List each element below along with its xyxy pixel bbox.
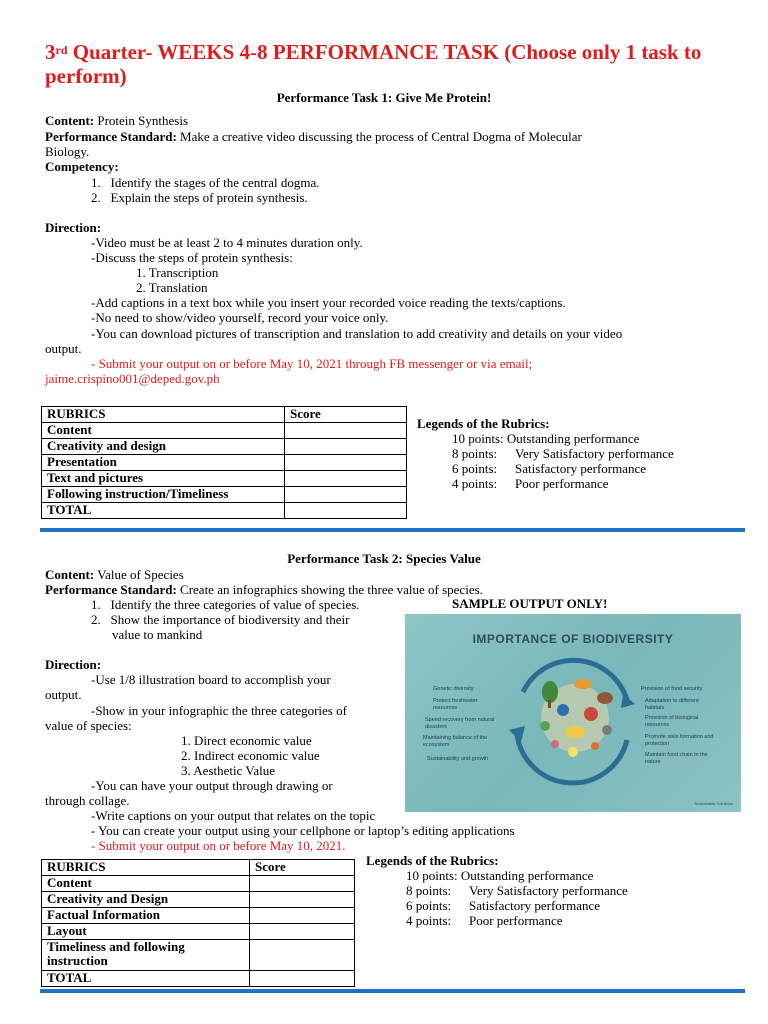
- score-header: Score: [285, 407, 407, 423]
- legend-item: 4 points: Poor performance: [406, 913, 563, 928]
- legend-item: 4 points: Poor performance: [452, 476, 609, 491]
- task1-direction-item: 2. Translation: [136, 280, 208, 295]
- rubric-criterion: Creativity and design: [42, 439, 285, 455]
- task2-competency-item: 1. Identify the three categories of value of species.: [91, 597, 360, 612]
- table-row: [42, 876, 355, 892]
- animal-icon: [597, 692, 613, 704]
- rubrics-header: RUBRICS: [42, 860, 250, 876]
- task1-competency-item: 2. Explain the steps of protein synthesis.: [91, 190, 308, 205]
- table-row: [42, 924, 355, 940]
- score-cell: [250, 971, 355, 987]
- score-cell: [285, 455, 407, 471]
- task2-legend: [366, 853, 628, 928]
- task2-content: Content: Value of Species: [45, 567, 184, 582]
- table-row: [42, 503, 407, 519]
- rubric-criterion: Content: [42, 876, 250, 892]
- task1-heading: Performance Task 1: Give Me Protein!: [276, 90, 492, 105]
- table-row: [42, 439, 407, 455]
- legend-title: Legends of the Rubrics:: [417, 416, 550, 431]
- score-cell: [250, 924, 355, 940]
- table-row: [42, 423, 407, 439]
- left-label: Genetic diversity: [433, 686, 474, 692]
- task2-direction-item: through collage.: [45, 793, 130, 808]
- legend-item: 6 points: Satisfactory performance: [452, 461, 647, 476]
- score-cell: [250, 876, 355, 892]
- task2-direction-item: -Use 1/8 illustration board to accomplish your: [91, 672, 331, 687]
- task2-direction-item: -You can have your output through drawing or: [91, 778, 333, 793]
- bird-icon: [574, 679, 592, 689]
- legend-title: Legends of the Rubrics:: [366, 853, 499, 868]
- crab-icon: [584, 707, 598, 721]
- right-label: Provision of food security: [641, 686, 703, 692]
- sample-output-label: SAMPLE OUTPUT ONLY!: [452, 596, 608, 611]
- task1-direction-label: Direction:: [45, 220, 102, 235]
- left-label: Sustainability and growth: [427, 756, 489, 762]
- task1-email: jaime.crispino001@deped.gov.ph: [45, 371, 220, 386]
- table-row: [42, 892, 355, 908]
- task1-submit: - Submit your output on or before May 10, 2021 through FB messenger or via email;: [91, 356, 533, 371]
- rubric-criterion: Timeliness and following instruction: [42, 940, 250, 971]
- task2-direction-item: 1. Direct economic value: [181, 733, 312, 748]
- score-cell: [250, 892, 355, 908]
- sample-infographic: [405, 614, 741, 812]
- task1-legend: [417, 416, 674, 491]
- rubric-criterion: Following instruction/Timeliness: [42, 487, 285, 503]
- legend-item: 8 points: Very Satisfactory performance: [452, 446, 674, 461]
- fish-icon: [557, 704, 569, 716]
- right-label: Promote soils formation and protection: [645, 734, 714, 747]
- rubric-criterion: TOTAL: [42, 503, 285, 519]
- score-cell: [250, 940, 355, 971]
- right-label: Provision of biological resources: [645, 715, 699, 728]
- fox-icon: [591, 742, 599, 750]
- score-cell: [285, 503, 407, 519]
- rubric-criterion: Text and pictures: [42, 471, 285, 487]
- left-label: Speed recovery from natural disasters: [425, 717, 495, 730]
- infographic-footer: Sustainable Solutions: [694, 801, 733, 806]
- task1-standard: Performance Standard: Make a creative video discussing the process of Central Dogma of Molecular: [45, 129, 582, 144]
- legend-item: 10 points: Outstanding performance: [406, 868, 594, 883]
- infographic-title: IMPORTANCE OF BIODIVERSITY: [472, 632, 674, 646]
- giraffe-icon: [565, 726, 585, 738]
- score-cell: [285, 439, 407, 455]
- task2-direction-item: -Show in your infographic the three categories of: [91, 703, 347, 718]
- biodiversity-illustration: [405, 614, 741, 812]
- task2-direction-item: 2. Indirect economic value: [181, 748, 320, 763]
- table-row: [42, 971, 355, 987]
- score-cell: [285, 487, 407, 503]
- rubric-criterion: Content: [42, 423, 285, 439]
- task1-direction-item: -No need to show/video yourself, record your voice only.: [91, 310, 389, 325]
- tree-trunk: [548, 700, 551, 708]
- table-row: [42, 908, 355, 924]
- section-divider: [40, 989, 745, 993]
- tree-icon: [542, 681, 558, 703]
- frog-icon: [540, 721, 550, 731]
- task2-direction-item: 3. Aesthetic Value: [181, 763, 275, 778]
- score-cell: [285, 423, 407, 439]
- page-title: 3rd Quarter- WEEKS 4-8 PERFORMANCE TASK (Choose only 1 task to perform): [45, 40, 702, 88]
- task2-standard: Performance Standard: Create an infographics showing the three value of species.: [45, 582, 483, 597]
- rubric-criterion: Presentation: [42, 455, 285, 471]
- sun-icon: [568, 747, 578, 757]
- task1-standard-cont: Biology.: [45, 144, 90, 159]
- task1-direction-item: -You can download pictures of transcription and translation to add creativity and details on your video: [91, 326, 623, 341]
- task1-direction-item: -Add captions in a text box while you insert your recorded voice reading the texts/captions.: [91, 295, 566, 310]
- rubric-criterion: Creativity and Design: [42, 892, 250, 908]
- task2-submit: - Submit your output on or before May 10, 2021.: [91, 838, 346, 853]
- legend-item: 10 points: Outstanding performance: [452, 431, 640, 446]
- task2-direction-item: -Write captions on your output that relates on the topic: [91, 808, 376, 823]
- table-row: [42, 940, 355, 971]
- table-row: [42, 860, 355, 876]
- right-label: Adaptation to different habitats: [645, 698, 699, 711]
- table-row: [42, 455, 407, 471]
- task2-competency-item: value to mankind: [112, 627, 203, 642]
- table-row: [42, 407, 407, 423]
- task2-direction-label: Direction:: [45, 657, 102, 672]
- task2-direction-item: output.: [45, 687, 82, 702]
- table-row: [42, 471, 407, 487]
- right-label: Maintain food chain in the nature: [645, 752, 708, 765]
- task1-rubrics-table: [41, 406, 407, 519]
- section-divider: [40, 528, 745, 532]
- task1-direction-item: 1. Transcription: [136, 265, 219, 280]
- task1-competency-item: 1. Identify the stages of the central dogma.: [91, 175, 320, 190]
- rubric-criterion: Factual Information: [42, 908, 250, 924]
- rubric-criterion: TOTAL: [42, 971, 250, 987]
- task1-direction-item: -Discuss the steps of protein synthesis:: [91, 250, 293, 265]
- left-label: Protect freshwater resources: [433, 698, 478, 711]
- table-row: [42, 487, 407, 503]
- task1-competency-label: Competency:: [45, 159, 119, 174]
- elephant-icon: [602, 725, 612, 735]
- task2-competency-item: 2. Show the importance of biodiversity and their: [91, 612, 350, 627]
- score-header: Score: [250, 860, 355, 876]
- task2-heading: Performance Task 2: Species Value: [287, 551, 481, 566]
- legend-item: 8 points: Very Satisfactory performance: [406, 883, 628, 898]
- rubrics-header: RUBRICS: [42, 407, 285, 423]
- rubric-criterion: Layout: [42, 924, 250, 940]
- task1-content: Content: Protein Synthesis: [45, 113, 189, 128]
- flower-icon: [551, 740, 559, 748]
- task2-rubrics-table: [41, 859, 355, 987]
- task2-direction-item: value of species:: [45, 718, 132, 733]
- score-cell: [285, 471, 407, 487]
- task1-direction-item: output.: [45, 341, 82, 356]
- legend-item: 6 points: Satisfactory performance: [406, 898, 601, 913]
- left-label: Maintaining balance of the ecosystem: [423, 735, 488, 748]
- task2-direction-item: - You can create your output using your cellphone or laptop’s editing applications: [91, 823, 515, 838]
- task1-direction-item: -Video must be at least 2 to 4 minutes duration only.: [91, 235, 363, 250]
- score-cell: [250, 908, 355, 924]
